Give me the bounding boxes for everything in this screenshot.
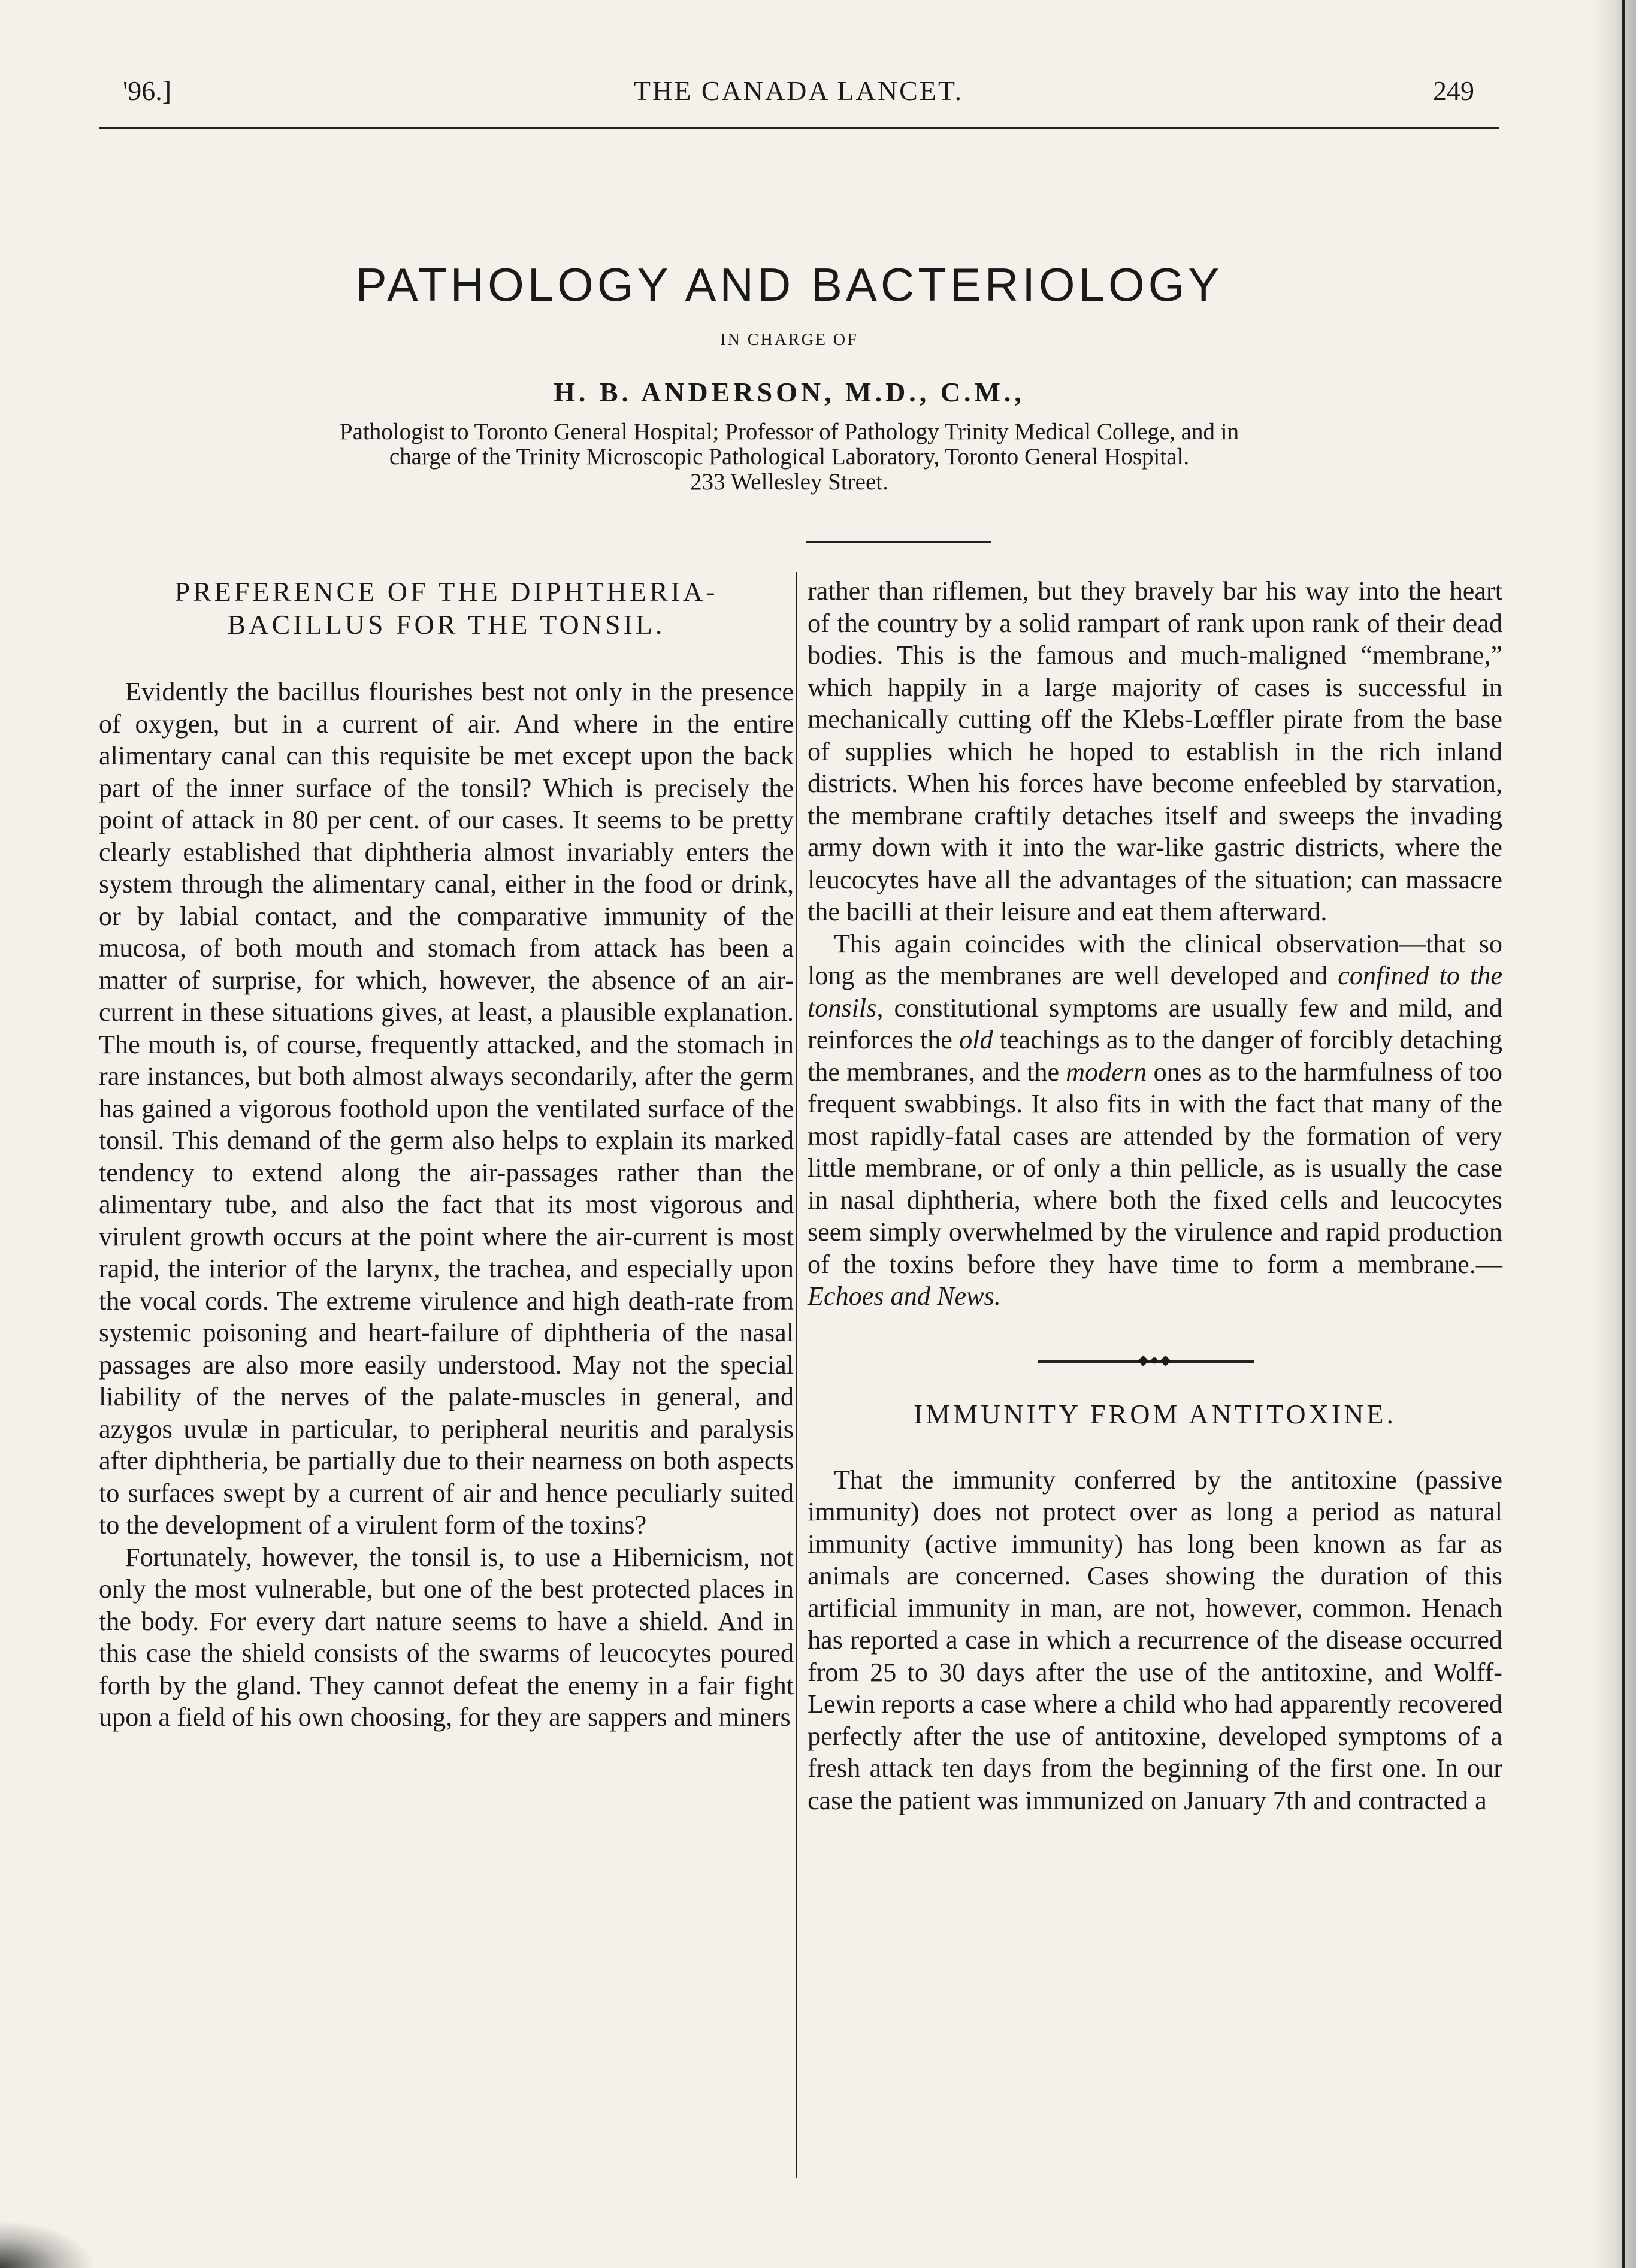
text-run: This again coincides with the clinical observation—that so long as the membranes are well developed and bbox=[808, 929, 1502, 990]
article-title bbox=[99, 575, 794, 641]
text-run: constitutional symptoms are usually few and mild, and reinforces the bbox=[808, 993, 1503, 1054]
article-title-2: IMMUNITY FROM ANTITOXINE. bbox=[913, 1398, 1397, 1429]
emphasis: old bbox=[959, 1025, 993, 1054]
emphasis: modern bbox=[1066, 1057, 1147, 1087]
emphasis: confined to the tonsils, bbox=[808, 961, 1502, 1023]
page-binding-edge bbox=[1622, 0, 1625, 2268]
ornament-dots: ◆●◆ bbox=[1138, 1352, 1172, 1368]
article-paragraph bbox=[808, 928, 1502, 1313]
page-corner-shadow bbox=[0, 2220, 96, 2268]
article-paragraph: That the immunity conferred by the antitoxine (passive immunity) does not protect over as long a period as natural immunity (active immunity) has long been known as far as animals are concerned. Cases showing the duration of this artificial immunity in man, are not, however, common. Henach has reported a case in which a recurrence of the disease occurred from 25 to 30 days after the use of the antitoxine, and Wolff-Lewin reports a case where a child who had apparently recovered perfectly after the use of antitoxine, developed symptoms of a fresh attack ten days from the beginning of the first one. In our case the patient was immunized on January 7th and contracted a bbox=[808, 1465, 1502, 1815]
article-title-line-2: BACILLUS FOR THE TONSIL. bbox=[227, 609, 666, 640]
article-title-line-1: PREFERENCE OF THE DIPHTHERIA- bbox=[174, 576, 718, 607]
column-divider bbox=[796, 572, 797, 2178]
text-run: ones as to the harmfulness of too frequent swabbings. It also fits in with the fact that many of the most rapidly-fatal cases are attended by the formation of very little membrane, or of only a thin pellicle, as is usually the case in nasal diphtheria, where both the fixed cells and leucocytes seem simply overwhelmed by the virulence and rapid production of the toxins before they have time to form a membrane.— bbox=[808, 1057, 1503, 1279]
left-column bbox=[99, 575, 794, 1734]
page-binding-shadow bbox=[1594, 0, 1636, 2268]
section-title: PATHOLOGY AND BACTERIOLOGY bbox=[355, 258, 1223, 311]
right-column bbox=[808, 575, 1502, 1816]
affiliation-line-2: charge of the Trinity Microscopic Pathological Laboratory, Toronto General Hospital. bbox=[389, 444, 1190, 470]
section-in-charge: IN CHARGE OF bbox=[720, 331, 858, 349]
section-affiliation bbox=[150, 419, 1429, 495]
header-rule bbox=[99, 127, 1499, 129]
article-paragraph: Evidently the bacillus flourishes best not only in the presence of oxygen, but in a current of air. And where in the entire alimentary canal can this requisite be met except upon the back part of the inner surface of the tonsil? Which is precisely the point of attack in 80 per cent. of our cases. It seems to be pretty clearly established that diphtheria almost invariably enters the system through the alimentary canal, either in the food or drink, or by labial contact, and the comparative immunity of the mucosa, of both mouth and stomach from attack has been a matter of surprise, for which, however, the absence of an air-current in these situations gives, at least, a plausible explanation. The mouth is, of course, frequently attacked, and the stomach in rare instances, but both almost always secondarily, after the germ has gained a vigorous foothold upon the ventilated surface of the tonsil. This demand of the germ also helps to explain its marked tendency to extend along the air-passages rather than the alimentary tube, and also the fact that its most vigorous and virulent growth occurs at the point where the air-current is most rapid, the interior of the larynx, the trachea, and especially upon the vocal cords. The extreme virulence and high death-rate from systemic poisoning and heart-failure of diphtheria of the nasal passages are also more easily understood. May not the special liability of the nerves of the palate-muscles in general, and azygos uvulæ in particular, to peripheral neuritis and paralysis after diphtheria, be partially due to their nearness on both aspects to surfaces swept by a current of air and hence peculiarly suited to the development of a virulent form of the toxins? bbox=[99, 677, 794, 1540]
article-paragraph-continued: rather than riflemen, but they bravely bar his way into the heart of the country by a solid rampart of rank upon rank of their dead bodies. This is the famous and much-maligned “membrane,” which happily in a large majority of cases is successful in mechanically cutting off the Klebs-Lœffler pirate from the base of supplies which he hoped to establish in the rich inland districts. When his forces have become enfeebled by starvation, the membrane craftily detaches itself and sweeps the invading army down with it into the war-like gastric districts, where the leucocytes have all the advantages of the situation; can massacre the bacilli at their leisure and eat them afterward. bbox=[808, 576, 1502, 926]
article-paragraph: Fortunately, however, the tonsil is, to use a Hibernicism, not only the most vulnerable, but one of the best protected places in the body. For every dart nature seems to have a shield. And in this case the shield consists of the swarms of leucocytes poured forth by the gland. They cannot defeat the enemy in a fair fight upon a field of his own choosing, for they are sappers and miners bbox=[99, 1542, 794, 1732]
affiliation-address: 233 Wellesley Street. bbox=[690, 469, 888, 495]
affiliation-line-1: Pathologist to Toronto General Hospital; Professor of Pathology Trinity Medical College, and in bbox=[339, 419, 1239, 444]
running-head bbox=[99, 75, 1498, 123]
page-number: 249 bbox=[1433, 75, 1474, 106]
text-run: teachings as to the danger of forcibly detaching the membranes, and the bbox=[808, 1025, 1502, 1087]
journal-title: THE CANADA LANCET. bbox=[633, 75, 964, 106]
section-author: H. B. ANDERSON, M.D., C.M., bbox=[554, 377, 1025, 407]
section-rule bbox=[806, 541, 991, 543]
article-source: Echoes and News. bbox=[808, 1281, 1001, 1311]
running-head-year: '96.] bbox=[123, 75, 172, 106]
section-ornament bbox=[808, 1350, 1502, 1374]
